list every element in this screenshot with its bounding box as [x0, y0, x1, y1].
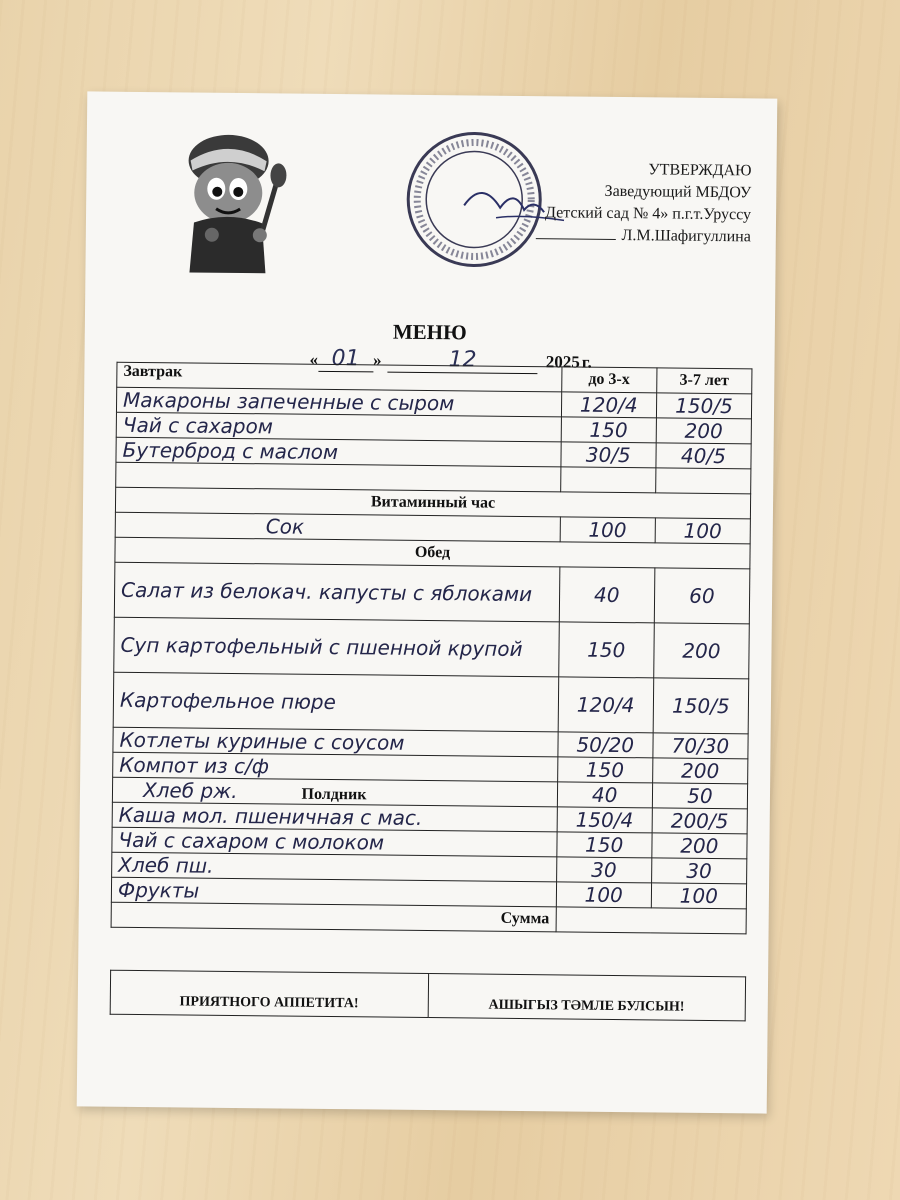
date-suffix: г.	[581, 352, 592, 372]
date-month: 12	[387, 347, 537, 375]
column-age2: 3-7 лет	[657, 368, 752, 394]
footer-right: АШЫГЫЗ ТӘМЛЕ БУЛСЫН!	[428, 974, 746, 1021]
section-snack-label: Полдник	[301, 785, 367, 804]
dish-name: Фрукты	[111, 877, 556, 907]
total-row	[111, 902, 746, 934]
dish-name: Чай с сахаром с молоком	[112, 827, 557, 857]
portion-age1: 100	[560, 517, 655, 543]
dish-name: Хлеб рж.	[142, 778, 238, 804]
dish-name: Компот из с/ф	[113, 752, 558, 782]
portion-age2: 200	[654, 623, 750, 679]
table-row	[114, 562, 750, 624]
portion-age1: 50/20	[558, 732, 653, 758]
approval-institution: Детский сад № 4» п.г.т.Уруссу	[544, 204, 752, 224]
portion-age2: 60	[654, 568, 750, 624]
dish-name: Салат из белокач. капусты с яблоками	[114, 562, 559, 622]
menu-table	[111, 362, 753, 935]
portion-age2: 40/5	[656, 443, 751, 469]
portion-age2: 200	[656, 418, 751, 444]
approval-position: Заведующий МБДОУ	[604, 182, 752, 202]
chef-illustration	[175, 122, 287, 283]
portion-age2: 150/5	[653, 678, 749, 734]
signature-blank	[535, 238, 615, 240]
section-lunch-label: Обед	[115, 537, 750, 569]
portion-age2: 70/30	[653, 733, 748, 759]
dish-name: Сок	[115, 512, 560, 542]
total-value	[556, 907, 747, 934]
approval-name: Л.М.Шафигуллина	[621, 227, 751, 246]
portion-age2: 150/5	[656, 393, 751, 419]
total-label: Сумма	[111, 902, 556, 932]
approval-signature-line	[535, 224, 751, 248]
dish-name: Суп картофельный с пшенной крупой	[114, 617, 559, 677]
portion-age2: 30	[651, 858, 746, 884]
table-row	[113, 672, 749, 734]
dish-name: Хлеб пш.	[112, 852, 557, 882]
approval-heading: УТВЕРЖДАЮ	[648, 161, 752, 180]
portion-age1: 150	[557, 757, 652, 783]
portion-age2: 100	[651, 883, 746, 909]
section-vitamin-label: Витаминный час	[115, 487, 750, 519]
portion-age2: 50	[652, 783, 747, 809]
date-year: 2025	[545, 352, 580, 372]
footer-left: ПРИЯТНОГО АППЕТИТА!	[110, 970, 428, 1017]
section-breakfast-label: Завтрак	[117, 362, 562, 392]
footer-table	[110, 970, 746, 1022]
approval-block	[535, 158, 751, 248]
date-day: 01	[318, 346, 373, 373]
portion-age1: 150	[558, 622, 654, 678]
table-row	[114, 617, 750, 679]
dish-name: Бутерброд с маслом	[116, 437, 561, 467]
dish-name: Макароны запеченные с сыром	[116, 387, 561, 417]
portion-age2: 200	[652, 758, 747, 784]
portion-age1: 120/4	[558, 677, 654, 733]
portion-age1: 40	[557, 782, 652, 808]
portion-age1: 150/4	[557, 807, 652, 833]
portion-age2: 200	[652, 833, 747, 859]
dish-name: Чай с сахаром	[116, 412, 561, 442]
portion-age1: 40	[559, 567, 655, 623]
menu-sheet	[77, 91, 778, 1113]
portion-age1: 30/5	[561, 442, 656, 468]
page-title: МЕНЮ	[392, 319, 467, 345]
portion-age1: 100	[556, 882, 651, 908]
portion-age2: 200/5	[652, 808, 747, 834]
date-open-quote: «	[309, 349, 319, 369]
dish-name: Котлеты куриные с соусом	[113, 727, 558, 757]
dish-name: Каша мол. пшеничная с мас.	[112, 802, 557, 832]
dish-name: Картофельное пюре	[113, 672, 558, 732]
portion-age1: 150	[556, 832, 651, 858]
portion-age1: 30	[556, 857, 651, 883]
portion-age1: 150	[561, 417, 656, 443]
portion-age1: 120/4	[561, 392, 656, 418]
date-close-quote: »	[372, 350, 382, 370]
column-age1: до 3-х	[561, 367, 656, 393]
portion-age2: 100	[655, 518, 750, 544]
